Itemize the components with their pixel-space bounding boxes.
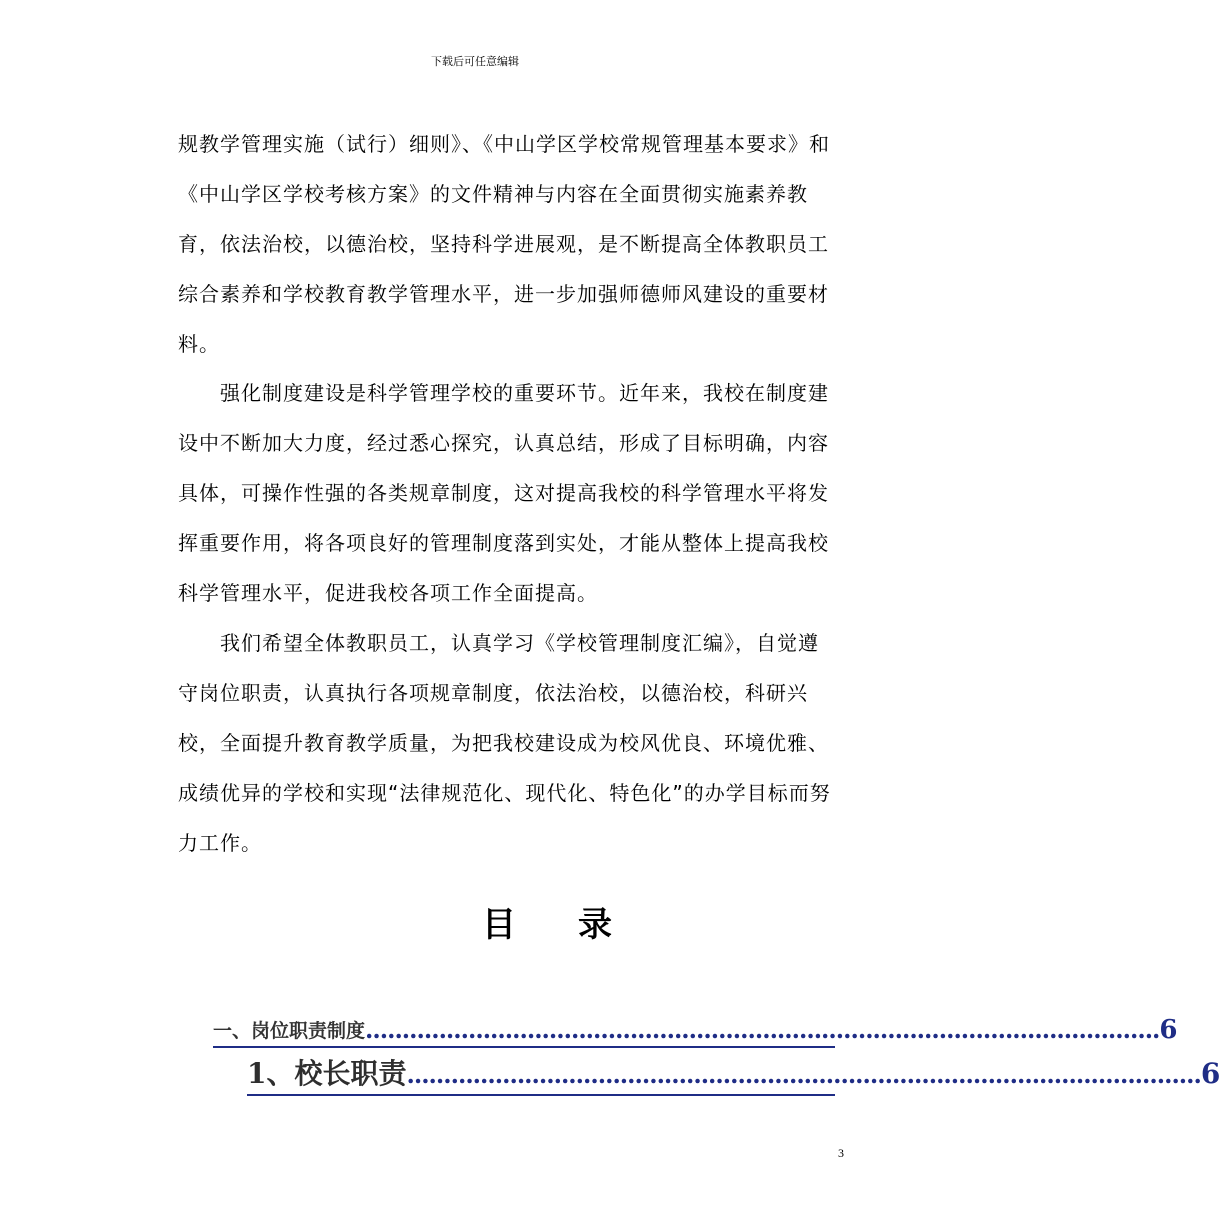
paragraph-hope xyxy=(178,618,838,868)
toc-title-char: 录 xyxy=(578,905,612,945)
toc-entry-job-duties[interactable] xyxy=(213,1010,1178,1048)
page-header: 下载后可任意编辑 xyxy=(431,55,519,68)
paragraph-intro-continued xyxy=(178,119,838,369)
paragraph-text: 规教学管理实施（试行）细则》、《中山学区学校常规管理基本要求》和《中山学区学校考核方案》的文件精神与内容在全面贯彻实施素养教育，依法治校，以德治校，坚持科学进展观，是不断提高全体教职员工综合素养和学校教育教学管理水平，进一步加强师德师风建设的重要材料。 xyxy=(178,132,830,356)
toc-leader-dots: ............................................................................................................ xyxy=(406,1060,1201,1089)
toc-entry-page: 6 xyxy=(1200,1057,1220,1090)
paragraph-text: 强化制度建设是科学管理学校的重要环节。近年来，我校在制度建设中不断加大力度，经过悉心探究，认真总结，形成了目标明确，内容具体，可操作性强的各类规章制度，这对提高我校的科学管理水平将发挥重要作用，将各项良好的管理制度落到实处，才能从整体上提高我校科学管理水平，促进我校各项工作全面提高。 xyxy=(178,381,829,605)
toc-entry-page: 6 xyxy=(1159,1015,1178,1045)
toc-entry-label: 一、岗位职责制度 xyxy=(213,1020,366,1042)
page-number: 3 xyxy=(838,1146,844,1160)
toc-entry-label: 1、校长职责 xyxy=(247,1057,407,1090)
paragraph-system-building xyxy=(178,368,838,618)
toc-title-char: 目 xyxy=(482,905,516,945)
paragraph-text: 我们希望全体教职员工，认真学习《学校管理制度汇编》，自觉遵守岗位职责，认真执行各项规章制度，依法治校，以德治校，科研兴校，全面提升教育教学质量，为把我校建设成为校风优良、环境优雅、成绩优异的学校和实现“法律规范化、现代化、特色化”的办学目标而努力工作。 xyxy=(178,631,831,855)
toc-entry-principal-duties[interactable] xyxy=(247,1050,1220,1096)
toc-title xyxy=(0,903,1094,947)
toc-leader-dots: ............................................................................................................ xyxy=(365,1015,1160,1044)
